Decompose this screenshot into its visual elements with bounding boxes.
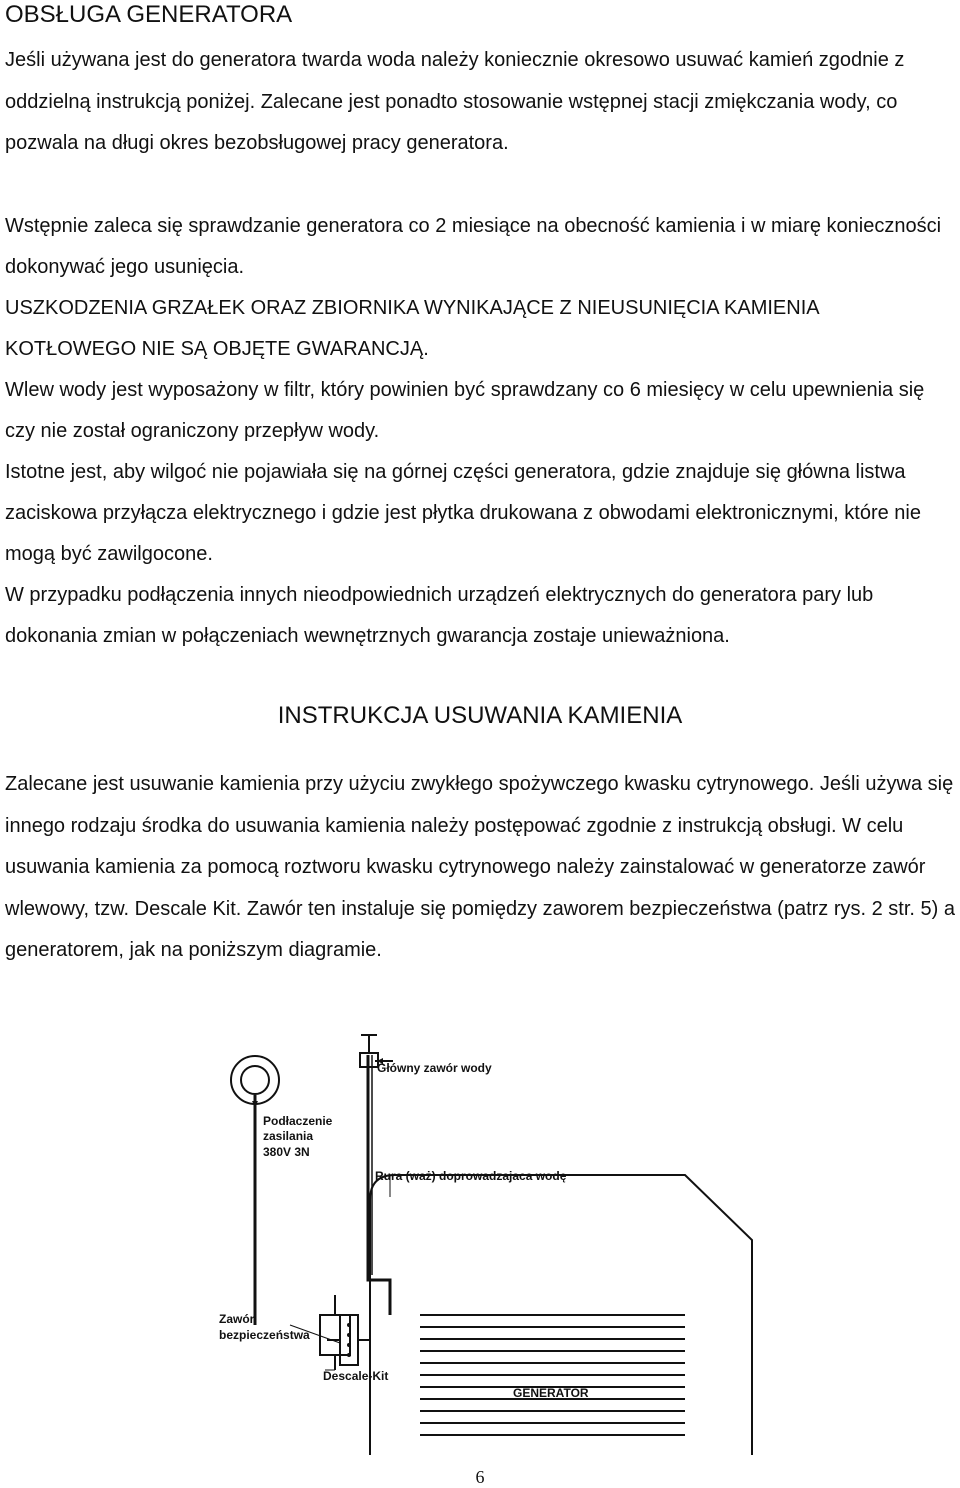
- paragraph-warranty-void: W przypadku podłączenia innych nieodpowiednich urządzeń elektrycznych do generatora pary lub dokonania zmian w połączeniach wewnętrznych gwarancja zostaje unieważniona.: [5, 584, 874, 647]
- label-power-connection-3: 380V 3N: [263, 1145, 310, 1159]
- section-heading: INSTRUKCJA USUWANIA KAMIENIA: [277, 702, 683, 729]
- paragraph-hard-water: Jeśli używana jest do generatora twarda woda należy koniecznie okresowo usuwać kamień zgodnie z oddzielną instrukcją poniżej. Zalecane jest ponadto stosowanie wstępnej stacji zmiękczania wody, co pozwala na długi okres bezobsługowej pracy generatora.: [5, 49, 905, 154]
- label-power-connection-1: Podłaczenie: [263, 1114, 333, 1128]
- label-power-connection-2: zasilania: [263, 1129, 314, 1143]
- label-water-pipe: Rura (waż) doprowadzajaca wodę: [375, 1169, 567, 1183]
- paragraph-warranty-warning: USZKODZENIA GRZAŁEK ORAZ ZBIORNIKA WYNIKAJĄCE Z NIEUSUNIĘCIA KAMIENIA KOTŁOWEGO NIE SĄ OBJĘTE GWARANCJĄ.: [5, 297, 819, 360]
- power-connection-inner: [241, 1066, 269, 1094]
- document-title: OBSŁUGA GENERATORA: [5, 1, 293, 28]
- paragraph-descale-diagram-ref: generatorem, jak na poniższym diagramie.: [5, 939, 382, 961]
- descale-kit-valve: [320, 1315, 350, 1355]
- ventilation-slots: [420, 1315, 685, 1435]
- paragraph-moisture: Istotne jest, aby wilgoć nie pojawiała się na górnej części generatora, gdzie znajduje się główna listwa zaciskowa przyłącza elektrycznego i gdzie jest płytka drukowana z obwodami elektronicznymi, które nie mogą być zawilgocone.: [5, 461, 921, 565]
- label-main-water-valve: Główny zawór wody: [377, 1061, 492, 1075]
- paragraph-descale-instructions: Zalecane jest usuwanie kamienia przy użyciu zwykłego spożywczego kwasku cytrynowego. Jeśli używa się innego rodzaju środka do usuwania kamienia należy postępować zgodnie z instrukcją obsługi. W celu usuwania kamienia za pomocą roztworu kwasku cytrynowego należy zainstalować w generatorze zawór wlewowy, tzw. Descale Kit. Zawór ten instaluje się pomiędzy zaworem bezpieczeństwa (patrz rys. 2 str. 5) a: [5, 773, 955, 920]
- paragraph-water-filter: Wlew wody jest wyposażony w filtr, który powinien być sprawdzany co 6 miesięcy w celu upewnienia się czy nie został ograniczony przepływ wody.: [5, 379, 925, 442]
- label-safety-valve-2: bezpieczeństwa: [219, 1328, 310, 1342]
- descale-kit-diagram: [215, 1025, 755, 1465]
- paragraph-inspection: Wstępnie zaleca się sprawdzanie generatora co 2 miesiące na obecność kamienia i w miarę konieczności dokonywać jego usunięcia.: [5, 215, 942, 278]
- label-descale-kit: Descale-Kit: [323, 1369, 389, 1383]
- page-number: 6: [475, 1467, 485, 1487]
- label-generator: GENERATOR: [513, 1386, 589, 1400]
- label-safety-valve-1: Zawór: [219, 1312, 255, 1326]
